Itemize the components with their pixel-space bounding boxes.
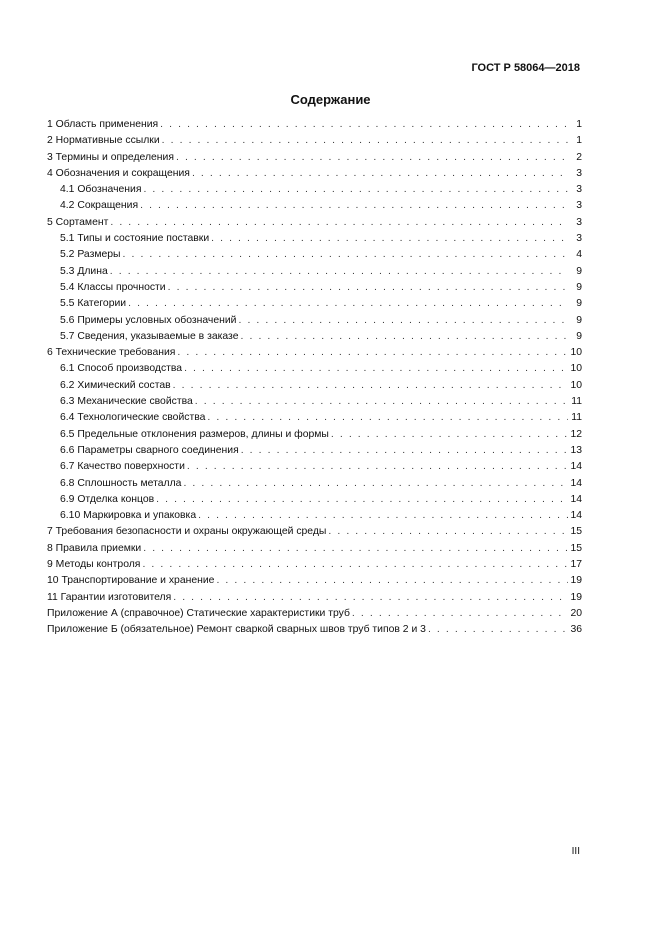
dot-leader bbox=[184, 363, 568, 374]
toc-entry-text: 5.1 Типы и состояние поставки bbox=[60, 233, 210, 245]
toc-entry-page: 1 bbox=[576, 135, 582, 147]
dot-leader bbox=[331, 429, 568, 440]
toc-entry-page: 17 bbox=[570, 559, 582, 571]
toc-entry[interactable] bbox=[47, 363, 582, 379]
toc-entry[interactable] bbox=[47, 396, 582, 412]
toc-entry-page: 3 bbox=[576, 184, 582, 196]
toc-entry-text: 6.2 Химический состав bbox=[60, 379, 171, 391]
toc-entry-page: 3 bbox=[576, 216, 582, 228]
toc-entry[interactable] bbox=[47, 412, 582, 428]
toc-entry[interactable] bbox=[47, 526, 582, 542]
dot-leader bbox=[211, 233, 568, 244]
toc-entry[interactable] bbox=[47, 298, 582, 314]
toc-entry-text: 10 Транспортирование и хранение bbox=[47, 575, 215, 587]
toc-entry[interactable] bbox=[47, 119, 582, 135]
toc-entry[interactable] bbox=[47, 135, 582, 151]
toc-entry[interactable] bbox=[47, 510, 582, 526]
dot-leader bbox=[123, 249, 568, 260]
toc-entry-page: 9 bbox=[576, 298, 582, 310]
toc-entry[interactable] bbox=[47, 624, 582, 640]
toc-entry-page: 10 bbox=[570, 379, 582, 391]
toc-entry-page: 36 bbox=[570, 624, 582, 636]
toc-entry-text: 6.1 Способ производства bbox=[60, 363, 183, 375]
dot-leader bbox=[140, 200, 568, 211]
table-of-contents bbox=[47, 119, 582, 641]
dot-leader bbox=[128, 298, 568, 309]
toc-entry[interactable] bbox=[47, 249, 582, 265]
dot-leader bbox=[352, 608, 568, 619]
toc-entry-text: Приложение Б (обязательное) Ремонт сваркой сварных швов труб типов 2 и 3 bbox=[47, 624, 426, 636]
dot-leader bbox=[173, 592, 568, 603]
toc-entry-page: 9 bbox=[576, 330, 582, 342]
toc-entry-text: 8 Правила приемки bbox=[47, 542, 142, 554]
toc-entry-text: 4 Обозначения и сокращения bbox=[47, 167, 190, 179]
toc-entry-page: 11 bbox=[571, 396, 582, 408]
toc-entry-text: 6.8 Сплошность металла bbox=[60, 477, 182, 489]
dot-leader bbox=[177, 347, 568, 358]
toc-entry-page: 15 bbox=[570, 526, 582, 538]
toc-entry-page: 14 bbox=[570, 477, 582, 489]
dot-leader bbox=[160, 119, 568, 130]
toc-entry-page: 14 bbox=[570, 461, 582, 473]
toc-entry-page: 10 bbox=[570, 363, 582, 375]
dot-leader bbox=[143, 184, 568, 195]
toc-entry-page: 14 bbox=[570, 493, 582, 505]
toc-entry-text: 5.5 Категории bbox=[60, 298, 127, 310]
toc-entry-page: 19 bbox=[570, 591, 582, 603]
toc-entry-page: 9 bbox=[576, 281, 582, 293]
toc-entry[interactable] bbox=[47, 168, 582, 184]
toc-entry[interactable] bbox=[47, 217, 582, 233]
toc-entry[interactable] bbox=[47, 543, 582, 559]
toc-entry[interactable] bbox=[47, 445, 582, 461]
toc-entry-text: 5.3 Длина bbox=[60, 265, 108, 277]
dot-leader bbox=[328, 526, 568, 537]
page-number: III bbox=[571, 846, 580, 857]
toc-entry[interactable] bbox=[47, 461, 582, 477]
toc-entry[interactable] bbox=[47, 347, 582, 363]
toc-entry-text: 6.5 Предельные отклонения размеров, длины и формы bbox=[60, 428, 329, 440]
toc-entry-text: 3 Термины и определения bbox=[47, 151, 174, 163]
toc-entry[interactable] bbox=[47, 315, 582, 331]
dot-leader bbox=[207, 412, 568, 423]
toc-entry-text: 5.4 Классы прочности bbox=[60, 281, 166, 293]
toc-entry-page: 19 bbox=[570, 575, 582, 587]
dot-leader bbox=[195, 396, 568, 407]
toc-entry-page: 9 bbox=[576, 314, 582, 326]
toc-entry-text: 6.6 Параметры сварного соединения bbox=[60, 444, 239, 456]
toc-entry[interactable] bbox=[47, 494, 582, 510]
toc-entry-page: 9 bbox=[576, 265, 582, 277]
dot-leader bbox=[216, 575, 568, 586]
toc-entry-page: 3 bbox=[576, 167, 582, 179]
toc-entry-page: 20 bbox=[570, 607, 582, 619]
dot-leader bbox=[241, 331, 569, 342]
toc-entry[interactable] bbox=[47, 429, 582, 445]
toc-entry-text: 6.10 Маркировка и упаковка bbox=[60, 510, 197, 522]
toc-entry-page: 13 bbox=[570, 444, 582, 456]
toc-entry-page: 15 bbox=[570, 542, 582, 554]
toc-entry-text: 5.6 Примеры условных обозначений bbox=[60, 314, 237, 326]
toc-entry-page: 1 bbox=[576, 119, 582, 130]
dot-leader bbox=[428, 624, 568, 635]
document-id: ГОСТ Р 58064—2018 bbox=[471, 62, 580, 74]
dot-leader bbox=[142, 559, 568, 570]
toc-entry-page: 12 bbox=[570, 428, 582, 440]
toc-entry-text: 6.9 Отделка концов bbox=[60, 493, 155, 505]
toc-title: Содержание bbox=[290, 92, 371, 107]
toc-entry[interactable] bbox=[47, 331, 582, 347]
toc-entry-text: 4.1 Обозначения bbox=[60, 184, 142, 196]
toc-entry-page: 3 bbox=[576, 233, 582, 245]
dot-leader bbox=[187, 461, 568, 472]
dot-leader bbox=[241, 445, 568, 456]
toc-entry[interactable] bbox=[47, 575, 582, 591]
toc-entry-page: 3 bbox=[576, 200, 582, 212]
toc-entry-text: 6.4 Технологические свойства bbox=[60, 412, 206, 424]
toc-entry[interactable] bbox=[47, 233, 582, 249]
dot-leader bbox=[198, 510, 568, 521]
toc-entry-text: 4.2 Сокращения bbox=[60, 200, 139, 212]
toc-entry[interactable] bbox=[47, 200, 582, 216]
toc-entry-text: 2 Нормативные ссылки bbox=[47, 135, 160, 147]
toc-entry[interactable] bbox=[47, 478, 582, 494]
toc-entry-text: 6 Технические требования bbox=[47, 347, 176, 359]
dot-leader bbox=[156, 494, 568, 505]
toc-entry-text: 5.2 Размеры bbox=[60, 249, 121, 261]
toc-entry-page: 4 bbox=[576, 249, 582, 261]
toc-entry[interactable] bbox=[47, 559, 582, 575]
toc-entry[interactable] bbox=[47, 608, 582, 624]
toc-entry[interactable] bbox=[47, 152, 582, 168]
toc-entry-text: 1 Область применения bbox=[47, 119, 159, 130]
toc-entry-text: 5.7 Сведения, указываемые в заказе bbox=[60, 330, 239, 342]
toc-entry-text: 6.3 Механические свойства bbox=[60, 396, 193, 408]
toc-entry-text: Приложение А (справочное) Статические характеристики труб bbox=[47, 607, 350, 619]
toc-entry[interactable] bbox=[47, 266, 582, 282]
dot-leader bbox=[173, 380, 568, 391]
toc-entry[interactable] bbox=[47, 592, 582, 608]
dot-leader bbox=[183, 478, 568, 489]
toc-entry-text: 6.7 Качество поверхности bbox=[60, 461, 185, 473]
dot-leader bbox=[168, 282, 568, 293]
dot-leader bbox=[192, 168, 568, 179]
toc-entry-text: 9 Методы контроля bbox=[47, 559, 141, 571]
toc-entry[interactable] bbox=[47, 380, 582, 396]
toc-entry-page: 2 bbox=[576, 151, 582, 163]
dot-leader bbox=[110, 217, 568, 228]
dot-leader bbox=[143, 543, 568, 554]
toc-entry-text: 11 Гарантии изготовителя bbox=[47, 591, 172, 603]
toc-entry-page: 10 bbox=[570, 347, 582, 359]
toc-entry[interactable] bbox=[47, 282, 582, 298]
toc-entry-text: 5 Сортамент bbox=[47, 216, 109, 228]
toc-entry-page: 11 bbox=[571, 412, 582, 424]
toc-entry[interactable] bbox=[47, 184, 582, 200]
dot-leader bbox=[110, 266, 568, 277]
dot-leader bbox=[238, 315, 568, 326]
dot-leader bbox=[162, 135, 568, 146]
toc-entry-page: 14 bbox=[570, 510, 582, 522]
dot-leader bbox=[176, 152, 568, 163]
toc-entry-text: 7 Требования безопасности и охраны окружающей среды bbox=[47, 526, 327, 538]
